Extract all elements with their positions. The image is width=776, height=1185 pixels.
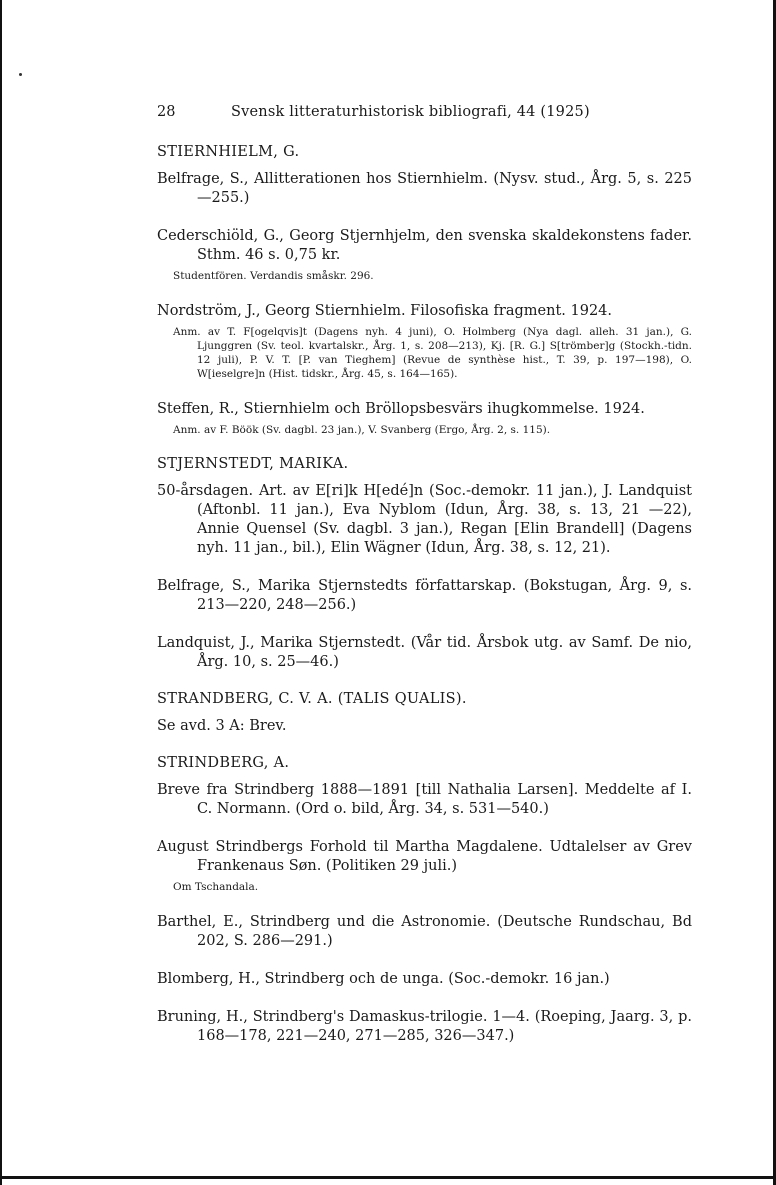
bibliography-entry <box>157 634 692 672</box>
bibliography-entry <box>157 227 692 283</box>
page-body <box>157 104 692 1065</box>
running-head <box>157 104 692 128</box>
entry-note: Anm. av T. F[ogelqvis]t (Dagens nyh. 4 juni), O. Holmberg (Nya dagl. alleh. 31 jan.), G. Ljunggren (Sv. teol. kvartalskr., Årg. 1, s. 208—213), Kj. [R. G.] S[trömber]g (Stockh.-tidn. 12 juli), P. V. T. [P. van Tieghem] (Revue de synthèse hist., T. 39, p. 197—198), O. W[ieselgre]n (Hist. tidskr., Årg. 45, s. 164—165). <box>173 326 692 380</box>
entry-text: Steffen, R., Stiernhielm och Bröllopsbesvärs ihugkommelse. 1924. <box>157 401 645 417</box>
entry-text: Bruning, H., Strindberg's Damaskus-trilogie. 1—4. (Roeping, Jaarg. 3, p. 168—178, 221—240, 271—285, 326—347.) <box>157 1009 692 1044</box>
running-title: Svensk litteraturhistorisk bibliografi, 44 (1925) <box>231 104 590 120</box>
entry-note: Studentfören. Verdandis småskr. 296. <box>173 270 374 282</box>
bibliography-entry <box>157 913 692 951</box>
section-heading-stiernhielm: STIERNHIELM, G. <box>157 144 300 160</box>
section-heading-strandberg: STRANDBERG, C. V. A. (TALIS QUALIS). <box>157 691 467 707</box>
entry-text: Landquist, J., Marika Stjernstedt. (Vår tid. Årsbok utg. av Samf. De nio, Årg. 10, s. 25—46.) <box>157 635 692 670</box>
bibliography-entry <box>157 970 692 989</box>
section-heading-stjernstedt: STJERNSTEDT, MARIKA. <box>157 456 349 472</box>
bibliography-entry <box>157 170 692 208</box>
bibliography-entry <box>157 1008 692 1046</box>
entry-text: Belfrage, S., Marika Stjernstedts författarskap. (Bokstugan, Årg. 9, s. 213—220, 248—256.) <box>157 578 692 613</box>
bibliography-entry <box>157 400 692 437</box>
entry-note: Anm. av F. Böök (Sv. dagbl. 23 jan.), V. Svanberg (Ergo, Årg. 2, s. 115). <box>173 424 551 436</box>
entry-text: Blomberg, H., Strindberg och de unga. (Soc.-demokr. 16 jan.) <box>157 971 610 987</box>
scan-bottom-edge <box>0 1176 776 1179</box>
bibliography-entry <box>157 577 692 615</box>
entry-text: Cederschiöld, G., Georg Stjernhjelm, den svenska skaldekonstens fader. Sthm. 46 s. 0,75 kr. <box>157 228 692 263</box>
entry-text: Barthel, E., Strindberg und die Astronomie. (Deutsche Rundschau, Bd 202, S. 286—291.) <box>157 914 692 949</box>
entry-text: August Strindbergs Forhold til Martha Magdalene. Udtalelser av Grev Frankenaus Søn. (Politiken 29 juli.) <box>157 839 692 874</box>
bibliography-entry <box>157 838 692 894</box>
section-heading-strindberg: STRINDBERG, A. <box>157 755 290 771</box>
entry-text: 50-årsdagen. Art. av E[ri]k H[edé]n (Soc.-demokr. 11 jan.), J. Landquist (Aftonbl. 11 jan.), Eva Nyblom (Idun, Årg. 38, s. 13, 21 —22), Annie Quensel (Sv. dagbl. 3 jan.), Regan [Elin Brandell] (Dagens nyh. 11 jan., bil.), Elin Wägner (Idun, Årg. 38, s. 12, 21). <box>157 483 692 556</box>
entry-text: Nordström, J., Georg Stiernhielm. Filosofiska fragment. 1924. <box>157 303 613 319</box>
bibliography-entry <box>157 482 692 558</box>
page-number: 28 <box>157 104 176 120</box>
entry-text: Se avd. 3 A: Brev. <box>157 718 287 734</box>
entry-text: Breve fra Strindberg 1888—1891 [till Nathalia Larsen]. Meddelte af I. C. Normann. (Ord o. bild, Årg. 34, s. 531—540.) <box>157 782 692 817</box>
entry-note: Om Tschandala. <box>173 881 259 893</box>
entry-text: Belfrage, S., Allitterationen hos Stiernhielm. (Nysv. stud., Årg. 5, s. 225—255.) <box>157 171 692 206</box>
bibliography-entry <box>157 302 692 381</box>
bibliography-entry <box>157 717 692 736</box>
bibliography-entry <box>157 781 692 819</box>
scan-speck <box>19 73 22 76</box>
scan-left-edge <box>0 0 2 1185</box>
